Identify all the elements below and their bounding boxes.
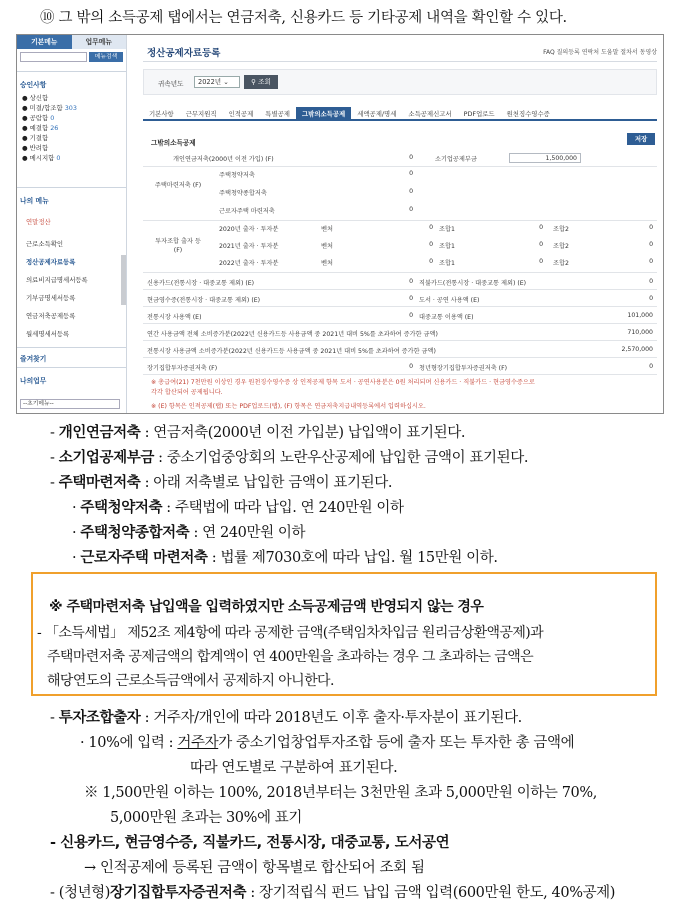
table-row: 신용카드(전통시장 · 대중교통 제외) (E) 0 직불카드(전통시장 · 대중교통 제외) (E) 0	[143, 273, 657, 290]
stat-item[interactable]: ● 공람함 0	[22, 114, 55, 122]
year-select[interactable]: 2022년 ⌄	[194, 76, 240, 88]
sub-item: · 주택청약종합저축 : 연 240만원 이하	[72, 525, 306, 541]
stat-item[interactable]: ● 기결함	[22, 134, 49, 142]
sub-item: · 근로자주택 마련저축 : 법률 제7030호에 따라 납입. 월 15만원 이하.	[72, 550, 498, 566]
section-heading: ⑩ 그 밖의 소득공제 탭에서는 연금저축, 신용카드 등 기타공제 내역을 확인할 수 있다.	[40, 10, 567, 26]
menu-item[interactable]: 의료비지급명세서등록	[26, 276, 88, 284]
menu-item[interactable]: 기부금명세서등록	[26, 294, 76, 302]
stat-item[interactable]: ● 미결/합조함 303	[22, 104, 77, 112]
side-tab-basic[interactable]: 기본메뉴	[17, 35, 72, 49]
table-row: 전통시장 사용액 (E) 0 대중교통 이용액 (E) 101,000	[143, 307, 657, 324]
caution-line: 주택마련저축 공제금액의 합계액이 연 400만원을 초과하는 경우 그 초과하는 금액은	[47, 649, 534, 665]
sub-item: · 주택청약저축 : 주택법에 따라 납입. 연 240만원 이하	[72, 500, 404, 516]
initial-menu-select[interactable]: --초기메뉴--	[20, 399, 120, 409]
top-links[interactable]: FAQ 질의등록 연락처 도움말 절차서 동영상	[543, 49, 657, 56]
caution-title: ※ 주택마련저축 납입액을 입력하였지만 소득공제금액 반영되지 않는 경우	[49, 599, 484, 615]
search-button[interactable]: ⚲ 조회	[244, 75, 278, 89]
tab-withholding-receipt[interactable]: 원천징수영수증	[506, 110, 550, 118]
tab-income-report[interactable]: 소득공제신고서	[408, 110, 452, 118]
menu-item[interactable]: 근로소득확인	[26, 240, 64, 248]
tab-workplace[interactable]: 근무지원직	[185, 110, 217, 118]
approval-section-title: 승인사항	[20, 81, 47, 89]
menu-search-input[interactable]	[20, 52, 87, 62]
chevron-down-icon: ⌄	[223, 78, 229, 86]
year-filter-bar	[143, 69, 657, 95]
app-title: 정산공제자료등록	[147, 48, 221, 59]
search-icon: ⚲	[251, 78, 256, 86]
cards-note: → 인적공제에 등록된 금액이 항목별로 합산되어 조회 됨	[84, 860, 425, 876]
item-investment: - 투자조합출자 : 거주자/개인에 따라 2018년도 이후 출자·투자분이 표기된다.	[50, 710, 522, 726]
item-housing-savings: - 주택마련저축 : 아래 저축별로 납입한 금액이 표기된다.	[50, 475, 393, 491]
tab-other-deduction[interactable]: 그밖의소득공제	[296, 107, 351, 119]
sub-item-continued: 따라 연도별로 구분하여 표기된다.	[190, 760, 398, 776]
table-row: 개인연금저축(2000년 이전 가입) (F) 0 소기업공제부금 1,500,000	[143, 149, 657, 167]
menu-item[interactable]: 연금저축공제등록	[26, 312, 76, 320]
notice-text: ※ (E) 항목은 인적공제(탭) 또는 PDF업로드(탭), (F) 항목은 연금저축지급내역등록에서 입력하십시오.	[151, 403, 426, 410]
left-sidebar	[17, 35, 127, 413]
stat-item[interactable]: ● 상신함	[22, 94, 49, 102]
save-button[interactable]: 저장	[627, 133, 655, 145]
section-title: 그밖의소득공제	[151, 139, 196, 147]
table-row: 전통시장 사용금액 소비증가분(2022년 신용카드등 사용금액 중 2021년 대비 5%를 초과하여 증가한 금액) 2,570,000	[143, 341, 657, 358]
tab-personal-deduction[interactable]: 인적공제	[228, 110, 254, 118]
stat-item[interactable]: ● 예결함 26	[22, 124, 59, 132]
rate-note-continued: 5,000만원 초과는 30%에 표기	[110, 810, 303, 826]
item-personal-pension: - 개인연금저축 : 연금저축(2000년 이전 가입분) 납입액이 표기된다.	[50, 425, 466, 441]
side-tab-work[interactable]: 업무메뉴	[72, 35, 127, 49]
menu-item[interactable]: 월세명세서등록	[26, 330, 70, 338]
small-business-input[interactable]: 1,500,000	[509, 153, 581, 163]
tab-basic[interactable]: 기본사항	[149, 110, 174, 118]
invest-group-row: 투자조합 출자 등 (F) 2020년 출자 · 투자분 벤처 0 조합1 0 조합2 0 2021년 출자 · 투자분 벤처 0 조합1 0 조합2 0 2022년 출자 · 투자분 벤처 0 조합1 0 조합2 0	[143, 221, 657, 273]
my-menu-section-title: 나의 메뉴	[20, 197, 49, 205]
table-row: 연간 사용금액 전체 소비증가분(2022년 신용카드등 사용금액 중 2021년 대비 5%를 초과하여 증가한 금액) 710,000	[143, 324, 657, 341]
sidebar-scrollbar[interactable]	[121, 255, 126, 305]
rate-note: ※ 1,500만원 이하는 100%, 2018년부터는 3천만원 초과 5,000만원 이하는 70%,	[84, 785, 597, 801]
tab-bar	[143, 107, 657, 121]
item-cards: - 신용카드, 현금영수증, 직불카드, 전통시장, 대중교통, 도서공연	[50, 835, 450, 851]
favorites-section-title: 즐겨찾기	[20, 355, 47, 363]
tab-pdf-upload[interactable]: PDF업로드	[463, 110, 495, 118]
sub-item: · 10%에 입력 : 거주자가 중소기업창업투자조합 등에 출자 또는 투자한 총 금액에	[80, 735, 575, 751]
table-row: 장기집합투자증권저축 (F) 0 청년형장기집합투자증권저축 (F) 0	[143, 358, 657, 375]
year-label: 귀속년도	[158, 80, 184, 88]
menu-search-button[interactable]: 메뉴검색	[89, 52, 123, 62]
table-row: 현금영수증(전통시장 · 대중교통 제외) (E) 0 도서 · 공연 사용액 (E) 0	[143, 290, 657, 307]
item-long-term-fund: - (청년형)장기집합투자증권저축 : 장기적립식 펀드 납입 금액 입력(600만원 한도, 40%공제)	[50, 885, 616, 901]
item-small-business: - 소기업공제부금 : 중소기업중앙회의 노란우산공제에 납입한 금액이 표기된다.	[50, 450, 529, 466]
menu-item-active[interactable]: 정산공제자료등록	[26, 258, 76, 266]
tab-special-deduction[interactable]: 특별공제	[265, 110, 290, 118]
menu-group-year-end[interactable]: 연말정산	[26, 218, 51, 226]
tab-tax-credit[interactable]: 세액공제/명세	[357, 110, 397, 118]
caution-line: 해당연도의 근로소득금액에서 공제하지 아니한다.	[47, 673, 334, 689]
stat-item[interactable]: ● 메시지함 0	[22, 154, 61, 162]
embedded-screenshot	[16, 34, 664, 414]
housing-group-row: 주택마련저축 (F) 주택청약저축 0 주택청약종합저축 0 근로자주택 마련저축 0	[143, 167, 657, 221]
notice-text: ※ 총급여(21) 7천만원 이상인 경우 원천징수영수증 상 인적공제 항목 도서 · 공연사용분은 0원 처리되며 신용카드 · 직불카드 · 현금영수증으로	[151, 379, 535, 386]
main-panel	[137, 35, 663, 413]
my-work-section-title: 나의업무	[20, 377, 47, 385]
notice-text: 각각 합산되어 공제됩니다.	[151, 389, 223, 396]
caution-box	[31, 572, 657, 696]
stat-item[interactable]: ● 반려함	[22, 144, 49, 152]
caution-line: - 「소득세법」 제52조 제4항에 따라 공제한 금액(주택임차차입금 원리금상환액공제)과	[37, 625, 544, 641]
